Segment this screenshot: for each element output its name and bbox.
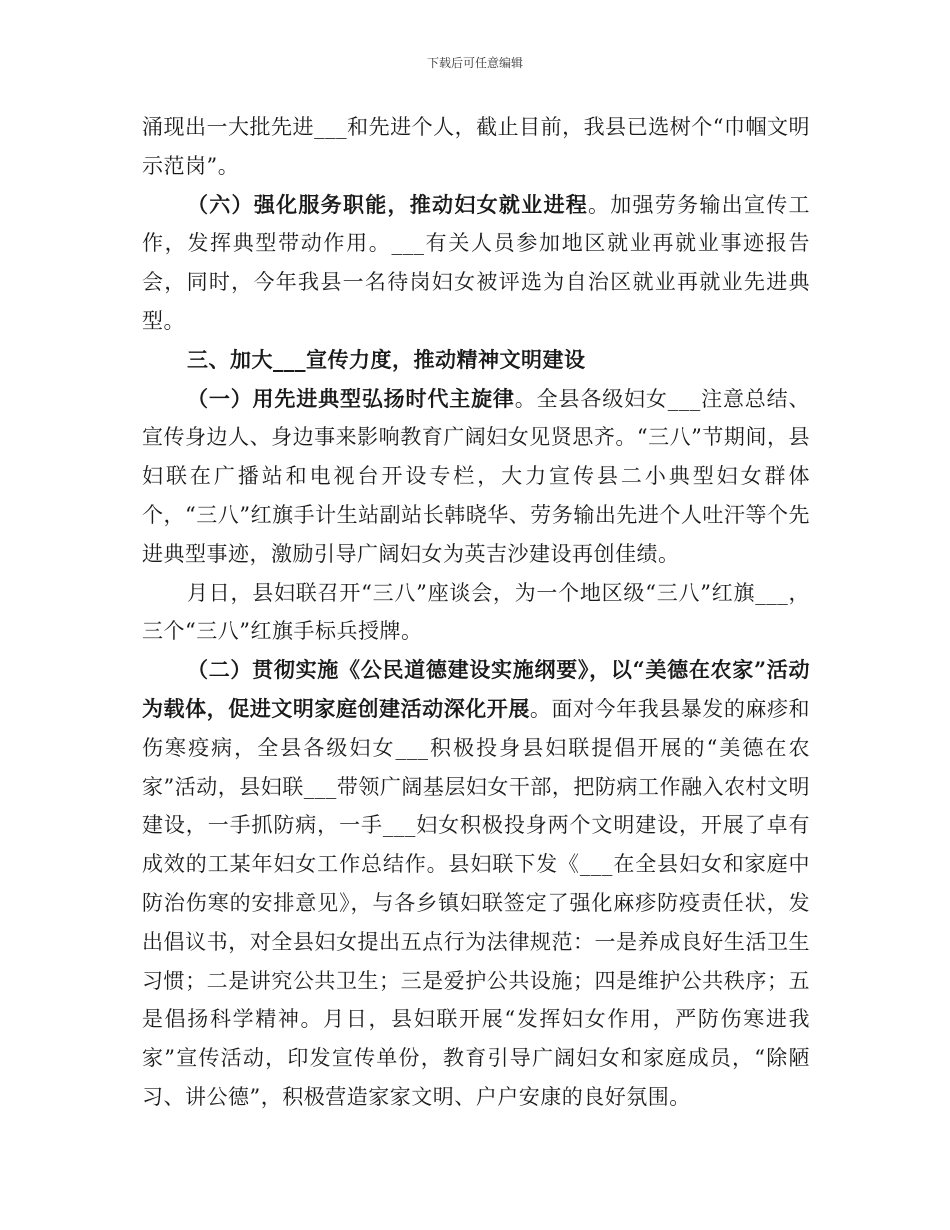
paragraph-6-heading: （二）贯彻实施《公民道德建设实施纲要》，以“美德在农家”活动为载体，促进文明家庭创建活动深化开展: [142, 657, 810, 721]
paragraph-4-text: 。全县各级妇女___注意总结、宣传身边人、身边事来影响教育广阔妇女见贤思齐。“三八”节期间，县妇联在广播站和电视台开设专栏，大力宣传县二小典型妇女群体个，“三八”红旗手计生站副站长韩晓华、劳务输出先进个人吐汗等个先进典型事迹，激励引导广阔妇女为英吉沙建设再创佳绩。: [142, 386, 811, 566]
page-header: 下载后可任意编辑: [426, 56, 523, 70]
paragraph-6: [142, 651, 810, 1117]
paragraph-2-text: 。加强劳务输出宣传工作，发挥典型带动作用。___有关人员参加地区就业再就业事迹报告会，同时，今年我县一名待岗妇女被评选为自治区就业再就业先进典型。: [142, 192, 810, 333]
paragraph-2: [142, 186, 810, 341]
paragraph-5: [142, 574, 810, 652]
paragraph-1-text: 涌现出一大批先进___和先进个人，截止目前，我县已选树个“巾帼文明示范岗”。: [142, 115, 810, 178]
paragraph-4: [142, 380, 810, 574]
section-3-title: 三、加大___宣传力度，推动精神文明建设: [187, 346, 586, 372]
paragraph-5-text: 月日，县妇联召开“三八”座谈会，为一个地区级“三八”红旗___，三个“三八”红旗手标兵授牌。: [142, 580, 810, 644]
paragraph-1: [142, 108, 810, 186]
section-heading-3: [142, 341, 810, 380]
paragraph-4-heading: （一）用先进典型弘扬时代主旋律: [187, 385, 515, 411]
paragraph-2-heading: （六）强化服务职能，推动妇女就业进程: [187, 191, 588, 217]
paragraph-6-text: 。面对今年我县暴发的麻疹和伤寒疫病，全县各级妇女___积极投身县妇联提倡开展的“美德在农家”活动，县妇联___带领广阔基层妇女干部，把防病工作融入农村文明建设，一手抓防病，一手___妇女积极投身两个文明建设，开展了卓有成效的工某年妇女工作总结作。县妇联下发《___在全县妇女和家庭中防治伤寒的安排意见》，与各乡镇妇联签定了强化麻疹防疫责任状，发出倡议书，对全县妇女提出五点行为法律规范：一是养成良好生活卫生习惯；二是讲究公共卫生；三是爱护公共设施；四是维护公共秩序；五是倡扬科学精神。月日，县妇联开展“发挥妇女作用，严防伤寒进我家”宣传活动，印发宣传单份，教育引导广阔妇女和家庭成员，“除陋习、讲公德”，积极营造家家文明、户户安康的良好氛围。: [142, 696, 811, 1109]
document-body: [142, 108, 810, 1117]
